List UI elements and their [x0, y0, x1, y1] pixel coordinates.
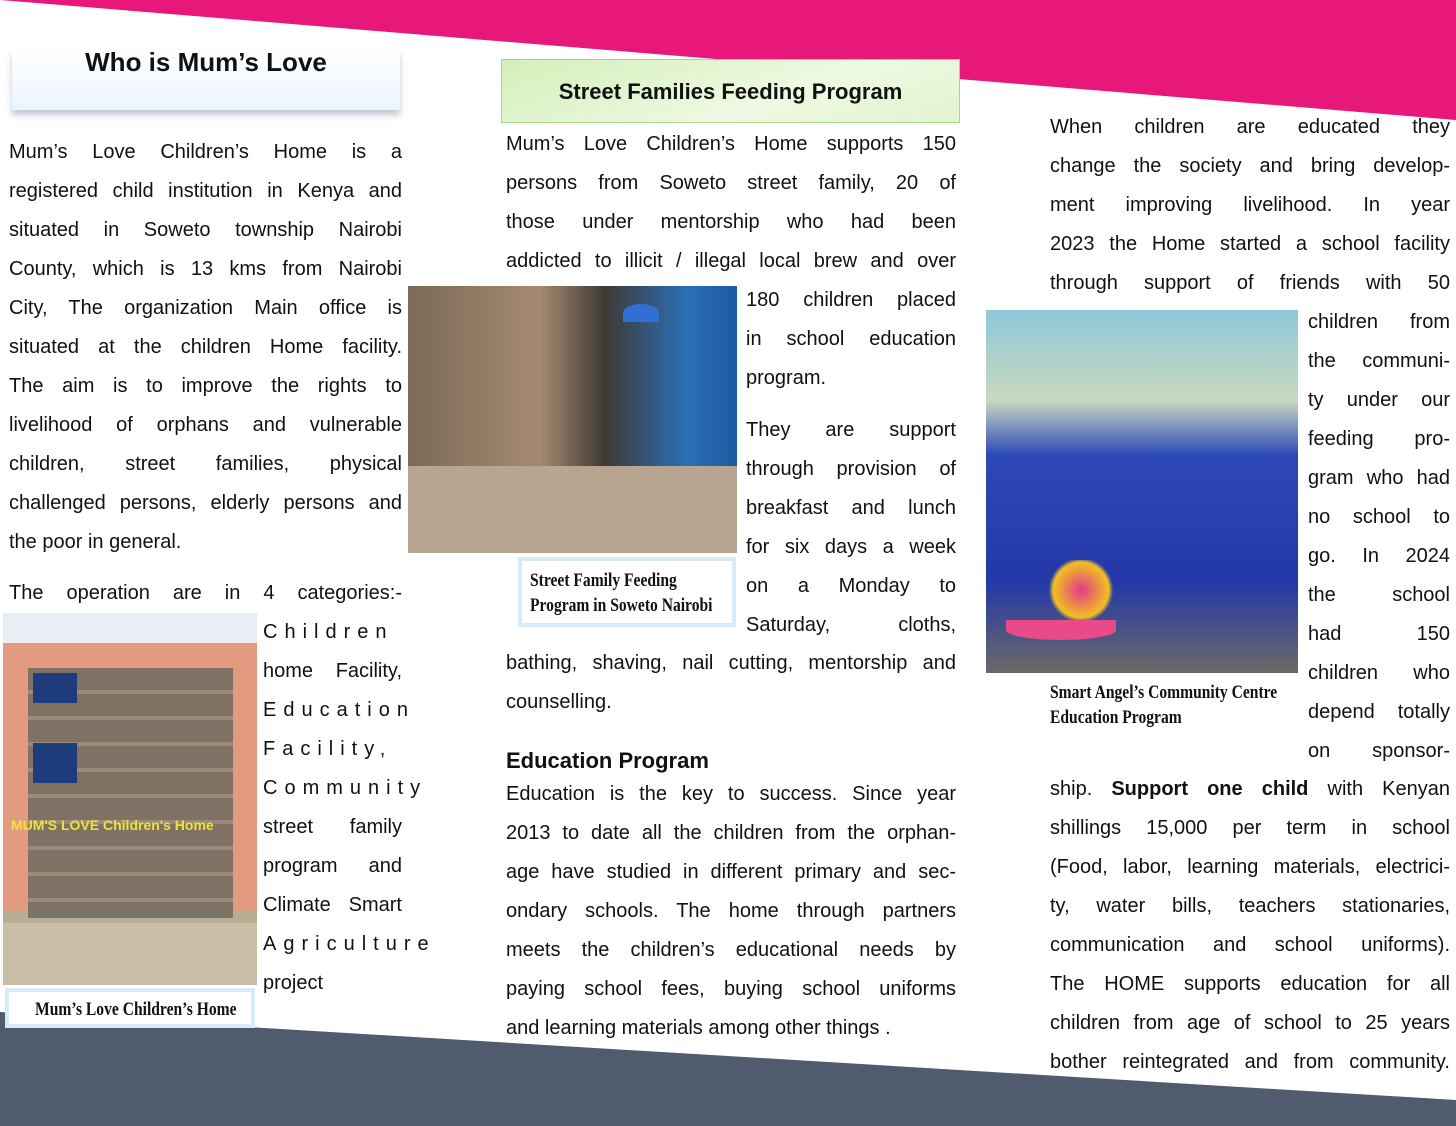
text-line: age have studied in different primary and sec- [506, 861, 956, 883]
text-line: gram who had [1308, 467, 1450, 489]
text-line: Saturday, cloths, [746, 614, 956, 636]
text-line: When children are educated they [1050, 116, 1450, 138]
text-line: ondary schools. The home through partners [506, 900, 956, 922]
support-line: ship. Support one child with Kenyan [1050, 778, 1450, 800]
text-line: the communi- [1308, 350, 1450, 372]
text-line: ment improving livelihood. In year [1050, 194, 1450, 216]
text-line: ty, water bills, teachers stationaries, [1050, 895, 1450, 917]
school-classroom-photo [986, 310, 1298, 673]
text-line: bathing, shaving, nail cutting, mentorship and [506, 652, 956, 674]
text-line: Climate Smart [263, 894, 402, 916]
text-line: children, street families, physical [9, 453, 402, 475]
text-line: situated at the children Home facility. [9, 336, 402, 358]
feeding-side-a [746, 281, 956, 398]
school-photo-caption: Smart Angel’s Community Centre Education Program [1050, 682, 1278, 728]
text-line: feeding pro- [1308, 428, 1450, 450]
text-line: (Food, labor, learning materials, electrici- [1050, 856, 1450, 878]
text-line: livelihood of orphans and vulnerable [9, 414, 402, 436]
text-line: through provision of [746, 458, 956, 480]
text-line: Facility, [263, 738, 393, 760]
text-line: County, which is 13 kms from Nairobi [9, 258, 402, 280]
text-line: Mum’s Love Children’s Home is a [9, 141, 402, 163]
text-line: bother reintegrated and from community. [1050, 1051, 1450, 1073]
text-line: 2023 the Home started a school facility [1050, 233, 1450, 255]
text-line: City, The organization Main office is [9, 297, 402, 319]
text-line: home Facility, [263, 660, 402, 682]
building-sign: MUM'S LOVE Children's Home [11, 817, 214, 833]
text-line: go. In 2024 [1308, 545, 1450, 567]
school-side-text [1308, 303, 1450, 771]
text-line: in school education [746, 328, 956, 350]
text-line: counselling. [506, 691, 612, 713]
childrens-home-caption: Mum’s Love Children’s Home [5, 988, 255, 1028]
text-line: They are support [746, 419, 956, 441]
street-feeding-photo [408, 286, 737, 553]
text-line: communication and school uniforms). [1050, 934, 1450, 956]
text-line: children from [1308, 311, 1450, 333]
text-line: persons from Soweto street family, 20 of [506, 172, 956, 194]
text-line: Community [263, 777, 428, 799]
intro-paragraph [9, 133, 402, 562]
text-line: on a Monday to [746, 575, 956, 597]
text-line: Education [263, 699, 415, 721]
text-line: the school [1308, 584, 1450, 606]
text-line: children who [1308, 662, 1450, 684]
education-program-heading: Education Program [506, 748, 709, 773]
operations-line: The operation are in 4 categories:- [9, 582, 402, 604]
education-paragraph [506, 775, 956, 1048]
text-line: shillings 15,000 per term in school [1050, 817, 1450, 839]
text-line: 2013 to date all the children from the orphan- [506, 822, 956, 844]
text-line: meets the children’s educational needs by [506, 939, 956, 961]
support-one-child: Support one child [1111, 778, 1309, 800]
feeding-photo-caption: Street Family Feeding Program in Soweto Nairobi [518, 557, 736, 627]
text-line: Children [263, 621, 394, 643]
text-line: registered child institution in Kenya and [9, 180, 402, 202]
categories-list [263, 613, 436, 1003]
text-line: ty under our [1308, 389, 1450, 411]
text-line: addicted to illicit / illegal local brew and over [506, 250, 956, 272]
feeding-side-b [746, 411, 956, 645]
text-line: no school to [1308, 506, 1450, 528]
text-line: through support of friends with 50 [1050, 272, 1450, 294]
text-line: the poor in general. [9, 531, 182, 553]
who-is-mums-love-title: Who is Mum’s Love [12, 50, 400, 110]
text-line: challenged persons, elderly persons and [9, 492, 402, 514]
text-line: project [263, 972, 324, 994]
text-line: Education is the key to success. Since year [506, 783, 956, 805]
childrens-home-building-photo [3, 613, 257, 985]
text-line: situated in Soweto township Nairobi [9, 219, 402, 241]
text-line: The aim is to improve the rights to [9, 375, 402, 397]
feeding-paragraph-bottom [506, 644, 956, 722]
feeding-program-title: Street Families Feeding Program [501, 59, 960, 123]
text-line: those under mentorship who had been [506, 211, 956, 233]
school-paragraph-bottom [1050, 809, 1450, 1082]
text-line: had 150 [1308, 623, 1450, 645]
text-line: depend totally [1308, 701, 1450, 723]
text-line: The HOME supports education for all [1050, 973, 1450, 995]
text-line: program. [746, 367, 827, 389]
text-line: paying school fees, buying school uniforms [506, 978, 956, 1000]
text-line: on sponsor- [1308, 740, 1450, 762]
text-line: and learning materials among other things . [506, 1017, 891, 1039]
text-line: children from age of school to 25 years [1050, 1012, 1450, 1034]
text-line: program and [263, 855, 402, 877]
text-line: breakfast and lunch [746, 497, 956, 519]
text-line: street family [263, 816, 402, 838]
school-paragraph-top [1050, 108, 1450, 303]
text-line: for six days a week [746, 536, 956, 558]
text-line: Agriculture [263, 933, 436, 955]
text-line: Mum’s Love Children’s Home supports 150 [506, 133, 956, 155]
text-line: 180 children placed [746, 289, 956, 311]
feeding-paragraph-top [506, 125, 956, 281]
text-line: change the society and bring develop- [1050, 155, 1450, 177]
